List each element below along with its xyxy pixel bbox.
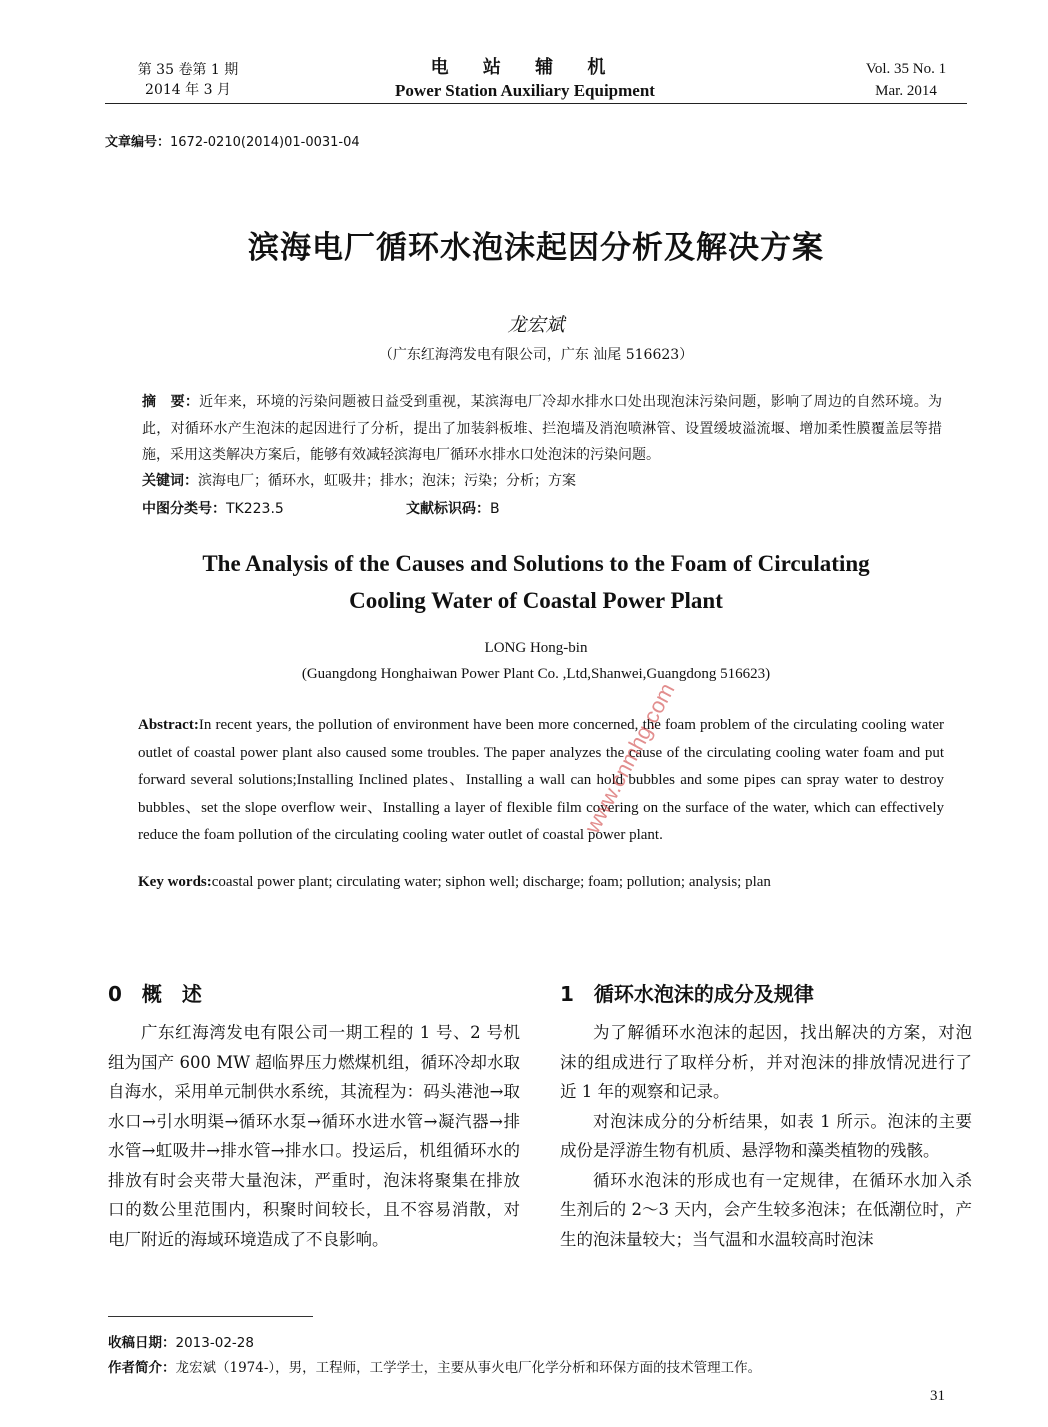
abstract-en-label: Abstract: <box>138 717 199 733</box>
author-name-cn: 龙宏斌 <box>507 314 565 336</box>
issue-date: 2014 年 3 月 <box>145 82 231 98</box>
section-1-paragraph: 循环水泡沫的形成也有一定规律，在循环水加入杀生剂后的 2～3 天内，会产生较多泡沫；在低潮位时，产生的泡沫量较大；当气温和水温较高时泡沫 <box>560 1170 972 1249</box>
footnote-divider <box>108 1316 313 1317</box>
author-bio-label: 作者简介： <box>108 1360 176 1376</box>
received-date <box>108 1331 254 1351</box>
page-title: 滨海电厂循环水泡沫起因分析及解决方案 <box>248 230 824 266</box>
issue-info <box>118 60 258 100</box>
section-1-paragraph: 对泡沫成分的分析结果，如表 1 所示。泡沫的主要成份是浮游生物有机质、悬浮物和藻类植物的残骸。 <box>560 1111 972 1160</box>
doc-code <box>406 498 500 518</box>
article-number-value: 1672-0210(2014)01-0031-04 <box>170 135 360 150</box>
section-0-paragraph: 广东红海湾发电有限公司一期工程的 1 号、2 号机组为国产 600 MW 超临界压力燃煤机组，循环冷却水取自海水，采用单元制供水系统，其流程为：码头港池→取水口→引水明渠→循环水泵→循环水进水管→凝汽器→排水管→虹吸井→排水管→排水口。投运后，机组循环水的排放有时会夹带大量泡沫，严重时，泡沫将聚集在排放口的数公里范围内，积聚时间较长，且不容易消散，对电厂附近的海域环境造成了不良影响。 <box>108 1023 520 1249</box>
title-en <box>105 545 967 619</box>
affiliation-en: (Guangdong Honghaiwan Power Plant Co. ,Ltd,Shanwei,Guangdong 516623) <box>301 666 771 682</box>
header-divider <box>105 103 967 104</box>
affiliation-cn: （广东红海湾发电有限公司，广东 汕尾 516623） <box>378 347 694 363</box>
journal-title-en: Power Station Auxiliary Equipment <box>395 81 655 100</box>
section-1-heading: 1 循环水泡沫的成分及规律 <box>560 982 814 1006</box>
keywords-cn-text: 滨海电厂；循环水，虹吸井；排水；泡沫；污染；分析；方案 <box>198 473 576 489</box>
abstract-en <box>138 712 944 850</box>
doc-code-label: 文献标识码： <box>406 501 490 517</box>
abstract-cn <box>142 389 942 469</box>
abstract-cn-text: 近年来，环境的污染问题被日益受到重视，某滨海电厂冷却水排水口处出现泡沫污染问题，影响了周边的自然环境。为此，对循环水产生泡沫的起因进行了分析，提出了加装斜板堆、拦泡墙及消泡喷淋管、设置缓坡溢流堰、增加柔性膜覆盖层等措施，采用这类解决方案后，能够有效减轻滨海电厂循环水排水口处泡沫的污染问题。 <box>142 394 943 463</box>
title-en-line1: The Analysis of the Causes and Solutions to the Foam of Circulating <box>202 551 870 576</box>
issue-info-en <box>846 58 966 102</box>
section-0-heading: 0 概 述 <box>108 982 202 1006</box>
watermark-text: www.cnmhg.com <box>579 678 680 838</box>
page-number: 31 <box>930 1388 945 1404</box>
keywords-cn-label: 关键词： <box>142 473 198 489</box>
keywords-en-text: coastal power plant; circulating water; siphon well; discharge; foam; pollution; analysis; plan <box>211 874 771 890</box>
clc-label: 中图分类号： <box>142 501 226 517</box>
section-1-body <box>560 1018 972 1254</box>
author-name-en: LONG Hong-bin <box>484 640 588 656</box>
doc-code-value: B <box>490 501 500 517</box>
title-en-line2: Cooling Water of Coastal Power Plant <box>349 588 723 613</box>
issue-date-en: Mar. 2014 <box>875 83 937 99</box>
received-label: 收稿日期： <box>108 1335 176 1351</box>
journal-title <box>380 56 670 102</box>
received-value: 2013-02-28 <box>175 1335 254 1351</box>
article-number-label: 文章编号： <box>105 135 171 150</box>
journal-title-cn: 电 站 辅 机 <box>430 57 620 78</box>
section-1-paragraph: 为了解循环水泡沫的起因，找出解决的方案，对泡沫的组成进行了取样分析，并对泡沫的排放情况进行了近 1 年的观察和记录。 <box>560 1023 972 1101</box>
keywords-cn <box>142 470 942 490</box>
author-bio <box>108 1356 761 1376</box>
abstract-en-text: In recent years, the pollution of environment have been more concerned, the foam problem of the circulating cooling water outlet of coastal power plant also caused some troubles. The paper analyzes the cause of the circulating cooling water foam and put forward several solutions;Installing Inclined plates、Installing a wall can hold bubbles and some pipes can spray water to destroy bubbles、set the slope overflow weir、Installing a layer of flexible film covering on the surface of the water, which can effectively reduce the foam pollution of the circulating cooling water outlet of coastal power plant. <box>138 717 944 843</box>
issue-volume: 第 35 卷第 1 期 <box>137 62 239 78</box>
keywords-en-label: Key words: <box>138 874 212 890</box>
abstract-cn-label: 摘 要： <box>142 394 200 410</box>
keywords-en <box>138 874 944 891</box>
watermark <box>575 590 680 840</box>
clc-value: TK223.5 <box>226 501 284 517</box>
classification-row <box>142 498 942 518</box>
author-bio-text: 龙宏斌（1974-），男，工程师，工学学士，主要从事火电厂化学分析和环保方面的技术管理工作。 <box>175 1360 762 1376</box>
section-0-body <box>108 1018 520 1254</box>
article-number <box>105 131 360 150</box>
issue-volume-en: Vol. 35 No. 1 <box>865 61 947 77</box>
